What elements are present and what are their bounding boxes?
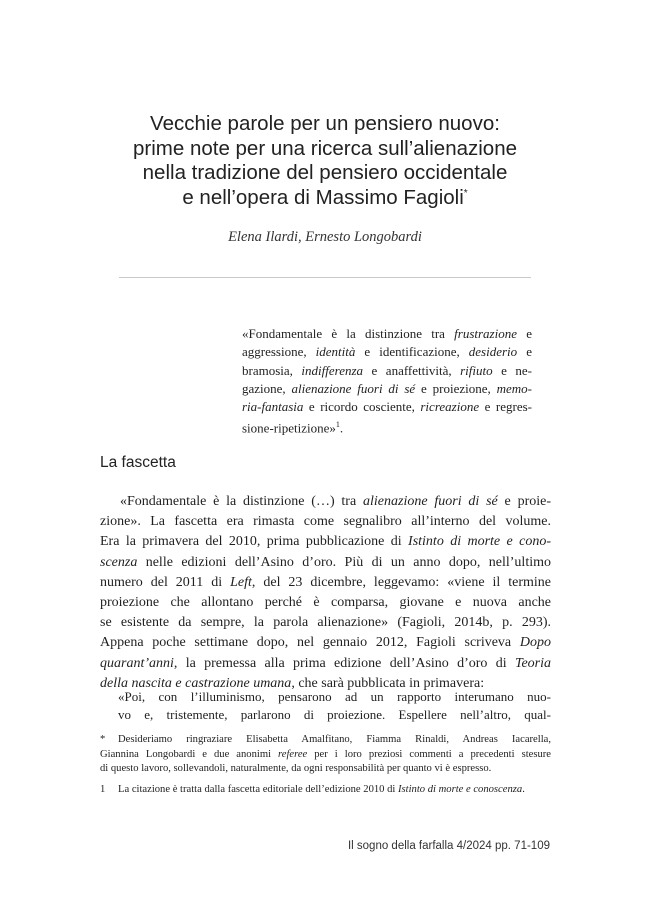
- text-italic: indifferenza: [301, 362, 364, 378]
- authors: Elena Ilardi, Ernesto Longobardi: [228, 229, 422, 245]
- text-italic: alienazione fuori di sé: [291, 380, 416, 396]
- body-line: [100, 654, 551, 674]
- epigraph-line: [242, 380, 532, 398]
- epigraph-line: [242, 362, 532, 380]
- text-italic: memo-: [496, 380, 532, 396]
- text: numero del 2011 di: [100, 574, 231, 590]
- text-italic: identità: [315, 344, 356, 360]
- text: sione-ripetizione»: [242, 420, 336, 436]
- epigraph-line: [242, 416, 532, 438]
- text: Giannina Longobardi e due anonimi: [100, 748, 279, 760]
- body-line: [100, 573, 551, 593]
- text-italic: ricreazione: [420, 399, 480, 415]
- footnote-mark: *: [100, 734, 106, 745]
- text: e identificazione,: [355, 344, 469, 360]
- text: .: [522, 783, 525, 795]
- footnote-line: [100, 783, 551, 798]
- text: «Fondamentale è la distinzione (…) tra: [120, 494, 363, 509]
- text-italic: frustrazione: [454, 326, 517, 341]
- body-line: se esistente da sempre, la parola alienazione» (Fagioli, 2014b, p. 293).: [100, 615, 551, 631]
- text: e regres-: [479, 399, 532, 415]
- text: nelle edizioni dell’Asino d’oro. Più di un anno dopo, nell’ultimo: [137, 554, 551, 570]
- footnotes: [100, 733, 551, 797]
- text-italic: Left: [230, 574, 252, 590]
- body-text: [100, 492, 551, 694]
- body-line: proiezione che allontano perché è comparsa, giovane e nuova anche: [100, 595, 551, 611]
- epigraph-line: [242, 325, 532, 343]
- title-footnote-mark: *: [463, 187, 468, 199]
- journal-footer: Il sogno della farfalla 4/2024 pp. 71-109: [347, 840, 550, 852]
- section-heading: La fascetta: [100, 454, 176, 471]
- body-line: [100, 492, 551, 512]
- text-italic: della nascita e castrazione umana: [100, 675, 292, 691]
- title-line: prime note per una ricerca sull’alienazione: [132, 136, 517, 160]
- footnote-ref[interactable]: 1: [335, 420, 340, 430]
- text: bramosia,: [242, 362, 302, 378]
- title-divider: [119, 277, 531, 278]
- text: Desideriamo ringraziare Elisabetta Amalfitano, Fiamma Rinaldi, Andreas Iacarella,: [118, 734, 551, 745]
- text-italic: rifiuto: [460, 362, 493, 378]
- text: , che sarà pubblicata in primavera:: [291, 675, 485, 691]
- text-italic: alienazione fuori di sé: [363, 494, 498, 509]
- text: La citazione è tratta dalla fascetta editoriale dell’edizione 2010 di: [118, 783, 399, 795]
- text: , la premessa alla prima edizione dell’Asino d’oro di: [173, 655, 515, 671]
- text-italic: quarant’anni: [100, 655, 174, 671]
- text-italic: Istinto di morte e cono-: [408, 534, 552, 550]
- text: Era la primavera del 2010, prima pubblicazione di: [100, 534, 409, 550]
- body-line: [100, 633, 551, 653]
- text: e proie-: [497, 494, 552, 509]
- text-italic: Teoria: [514, 655, 551, 671]
- quote-line: vo e, tristemente, parlarono di proiezione. Espellere nell’altro, qual-: [118, 707, 551, 723]
- text: e: [517, 326, 532, 341]
- title-line: nella tradizione del pensiero occidentale: [142, 161, 508, 184]
- text: Appena poche settimane dopo, nel gennaio 2012, Fagioli scriveva: [100, 635, 520, 651]
- text: e: [517, 344, 532, 360]
- text: gazione,: [242, 380, 292, 396]
- text: aggressione,: [242, 344, 316, 360]
- body-line: [100, 532, 551, 552]
- text: per i loro preziosi commenti a precedenti stesure: [307, 748, 551, 760]
- footnote-line: [100, 733, 551, 748]
- epigraph: [242, 325, 532, 438]
- text: e ricordo cosciente,: [303, 399, 421, 415]
- text: e ne-: [492, 362, 532, 378]
- text-italic: ria-fantasia: [242, 399, 304, 415]
- text: «Fondamentale è la distinzione tra: [242, 326, 455, 341]
- text-italic: Istinto di morte e conoscenza: [398, 783, 523, 795]
- body-line: [100, 553, 551, 573]
- text-italic: desiderio: [468, 344, 518, 360]
- text-italic: scenza: [100, 554, 138, 570]
- text: e anaffettività,: [363, 362, 461, 378]
- quote-line: «Poi, con l’illuminismo, pensarono ad un rapporto interumano nuo-: [118, 689, 551, 704]
- title-line-text: e nell’opera di Massimo Fagioli: [182, 185, 464, 209]
- paper-title: [0, 112, 650, 210]
- title-line: [0, 186, 650, 211]
- footnote-mark: 1: [100, 783, 106, 795]
- body-line: zione». La fascetta era rimasta come segnalibro all’interno del volume.: [100, 514, 551, 530]
- text: , del 23 dicembre, leggevamo: «viene il termine: [251, 574, 551, 590]
- text-italic: referee: [278, 748, 308, 760]
- title-line: Vecchie parole per un pensiero nuovo:: [150, 112, 500, 135]
- text: .: [339, 420, 344, 436]
- footnote-line: di questo lavoro, sollevandoli, naturalmente, da ogni responsabilità per quanto vi è espresso.: [100, 763, 492, 775]
- text: e proiezione,: [415, 380, 497, 396]
- text-italic: Dopo: [519, 635, 551, 651]
- block-quote: [118, 688, 551, 725]
- epigraph-line: [242, 343, 532, 361]
- epigraph-line: [242, 398, 532, 416]
- footnote-line: [100, 748, 551, 763]
